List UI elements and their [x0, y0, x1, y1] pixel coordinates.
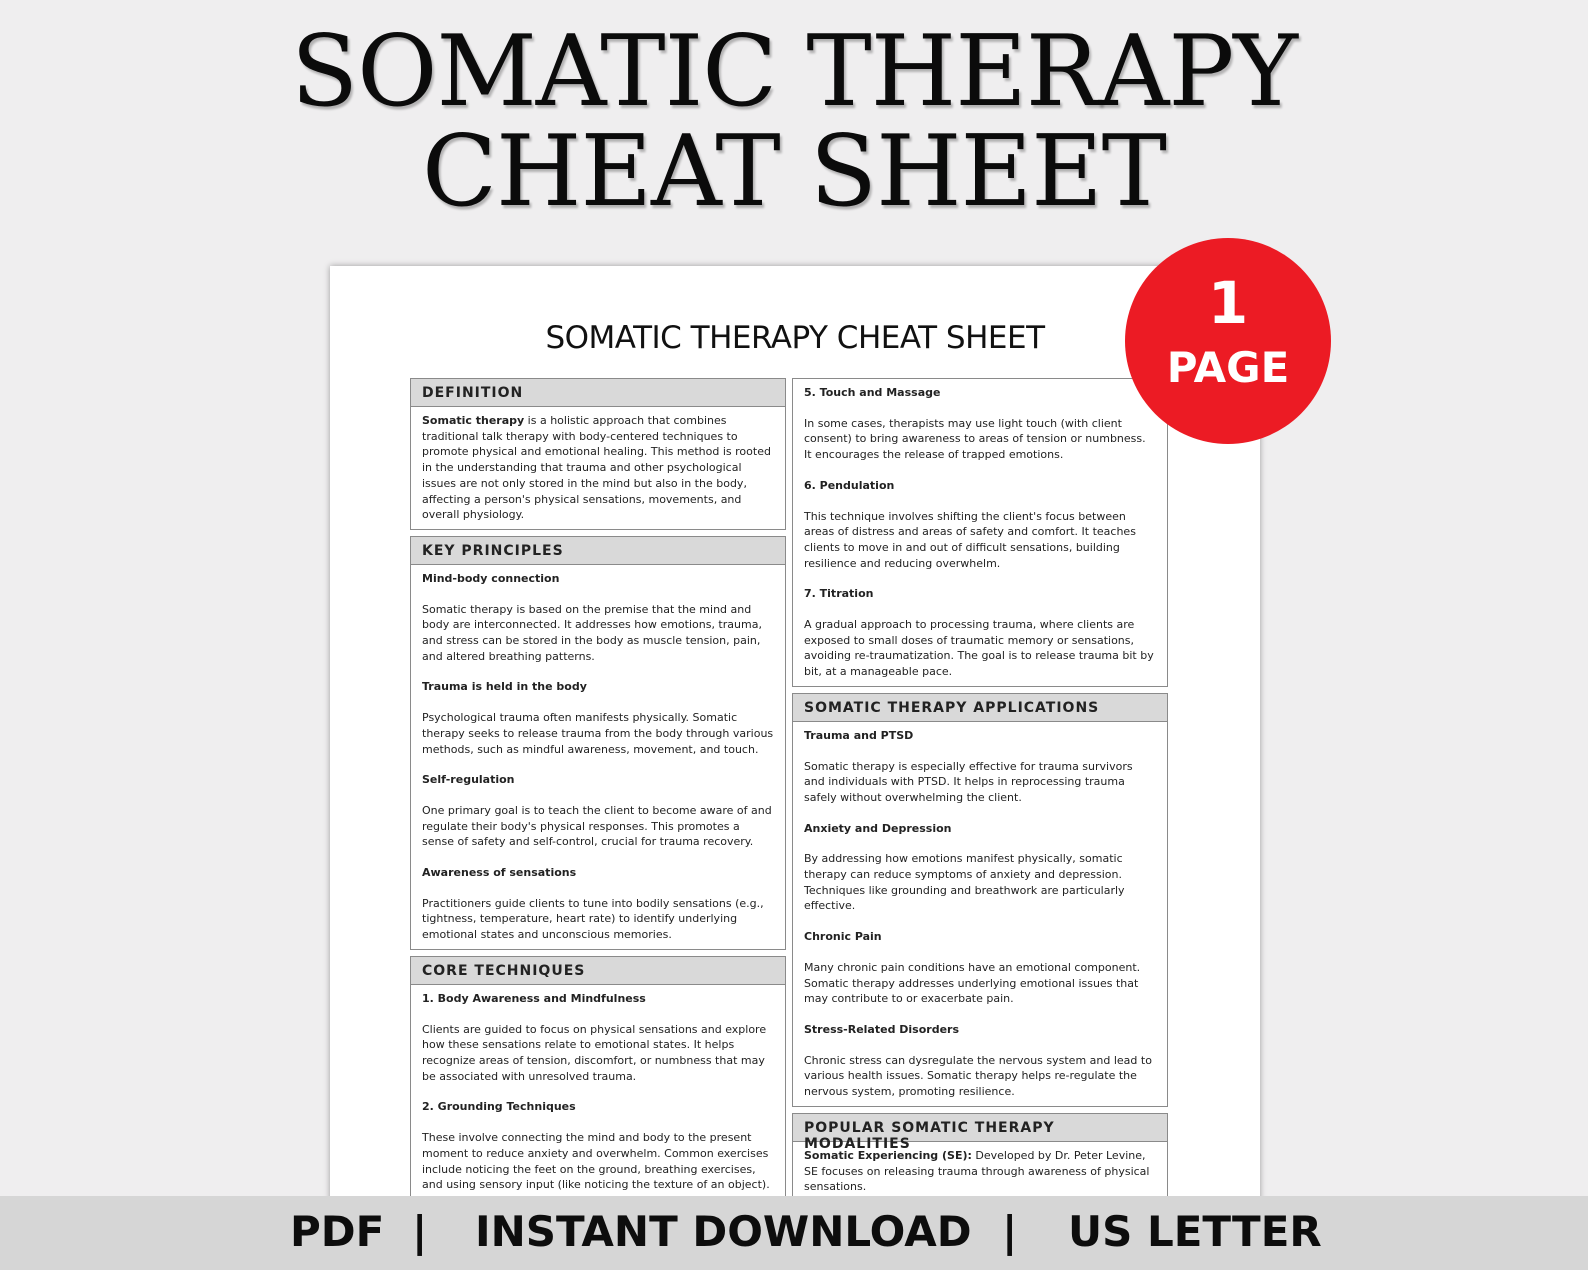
sheet-title: SOMATIC THERAPY CHEAT SHEET	[545, 320, 1045, 356]
principle-title: Trauma is held in the body	[422, 680, 587, 694]
footer-bar	[0, 1196, 1588, 1270]
badge-number: 1	[1207, 269, 1249, 337]
definition-section	[410, 378, 786, 530]
application-text: Chronic stress can dysregulate the nervous system and lead to various health issues. Somatic therapy helps re-regulate the nervous system, promoting resilience.	[804, 1053, 1152, 1099]
technique-text: Clients are guided to focus on physical sensations and explore how these sensations relate to emotional states. It helps recognize areas of tension, discomfort, or numbness that may be associated with unresolved trauma.	[422, 1022, 767, 1083]
principle-text: Practitioners guide clients to tune into bodily sensations (e.g., tightness, temperature, heart rate) to identify underlying emotional states and unconscious memories.	[422, 896, 764, 942]
modality-term: Somatic Experiencing (SE):	[804, 1148, 972, 1162]
modalities-header: POPULAR SOMATIC THERAPY MODALITIES	[793, 1114, 1167, 1142]
technique-text: In some cases, therapists may use light touch (with client consent) to bring awareness to areas of tension or numbness. It encourages the release of trapped emotions.	[804, 416, 1146, 462]
modality-text: Somatic Experiencing (SE): Developed by Dr. Peter Levine, SE focuses on releasing trauma through awareness of physical sensations.	[804, 1148, 1150, 1194]
principle-text: Psychological trauma often manifests physically. Somatic therapy seeks to release trauma from the body through various methods, such as mindful awareness, movement, and touch.	[422, 711, 774, 756]
hero-title-line-2: CHEAT SHEET	[422, 115, 1166, 229]
technique-title: 5. Touch and Massage	[804, 386, 941, 399]
definition-term: Somatic therapy	[422, 414, 525, 427]
key-principles-section	[410, 536, 786, 950]
application-text: By addressing how emotions manifest physically, somatic therapy can reduce symptoms of anxiety and depression. Techniques like grounding and breathwork are particularly effective.	[804, 852, 1125, 913]
core-techniques-section	[410, 956, 786, 1200]
application-title: Stress-Related Disorders	[804, 1022, 960, 1036]
badge-label: PAGE	[1166, 343, 1290, 392]
hero-title-line-1: SOMATIC THERAPY	[290, 15, 1297, 129]
application-title: Chronic Pain	[804, 930, 882, 944]
footer-format: PDF	[290, 1207, 385, 1256]
application-title: Trauma and PTSD	[804, 728, 914, 742]
technique-text: A gradual approach to processing trauma, where clients are exposed to small doses of traumatic memory or sensations, avoiding re-traumatization. The goal is to release trauma bit by bit, at a manageable pace.	[804, 618, 1154, 679]
footer-download: INSTANT DOWNLOAD	[475, 1207, 972, 1256]
application-text: Many chronic pain conditions have an emotional component. Somatic therapy addresses underlying emotional issues that may contribute to or exacerbate pain.	[804, 960, 1141, 1006]
technique-title: 1. Body Awareness and Mindfulness	[422, 991, 646, 1005]
technique-title: 7. Titration	[804, 587, 874, 601]
page-count-badge	[1125, 238, 1331, 444]
technique-title: 2. Grounding Techniques	[422, 1100, 576, 1114]
core-techniques-header: CORE TECHNIQUES	[411, 957, 785, 985]
technique-text: This technique involves shifting the client's focus between areas of distress and areas of safety and comfort. It teaches clients to move in and out of difficult sensations, building resilience and reducing overwhelm.	[804, 509, 1136, 570]
principle-text: Somatic therapy is based on the premise that the mind and body are interconnected. It addresses how emotions, trauma, and stress can be stored in the body as muscle tension, pain, and altered breathing patterns.	[422, 602, 762, 663]
principle-title: Self-regulation	[422, 773, 515, 787]
modalities-section	[792, 1113, 1168, 1202]
technique-title: 6. Pendulation	[804, 478, 895, 492]
techniques-continued-section	[792, 378, 1168, 687]
principle-text: One primary goal is to teach the client to become aware of and regulate their body's physical responses. This promotes a sense of safety and self-control, crucial for trauma recovery.	[422, 803, 772, 849]
footer-separator: |	[412, 1207, 428, 1256]
application-text: Somatic therapy is especially effective for trauma survivors and individuals with PTSD. It helps in reprocessing trauma safely without overwhelming the client.	[804, 759, 1133, 804]
left-column	[410, 378, 786, 1206]
definition-header: DEFINITION	[411, 379, 785, 407]
applications-header: SOMATIC THERAPY APPLICATIONS	[793, 694, 1167, 722]
footer-paper-size: US LETTER	[1068, 1207, 1322, 1256]
cheat-sheet-preview	[330, 266, 1260, 1270]
technique-text: These involve connecting the mind and body to the present moment to reduce anxiety and overwhelm. Common exercises include noticing the feet on the ground, breathing exercises, and using sensory input (like noticing the texture of an object).	[422, 1131, 770, 1192]
footer-separator: |	[1002, 1207, 1018, 1256]
principle-title: Mind-body connection	[422, 571, 560, 585]
applications-section	[792, 693, 1168, 1107]
definition-text: Somatic therapy is a holistic approach that combines traditional talk therapy with body-centered techniques to promote physical and emotional healing. This method is rooted in the understanding that trauma and other psychological issues are not only stored in the mind but also in the body, affecting a person's physical sensations, movements, and overall physiology.	[422, 414, 771, 522]
key-principles-header: KEY PRINCIPLES	[411, 537, 785, 565]
application-title: Anxiety and Depression	[804, 821, 952, 835]
principle-title: Awareness of sensations	[422, 866, 577, 880]
right-column	[792, 378, 1168, 1208]
